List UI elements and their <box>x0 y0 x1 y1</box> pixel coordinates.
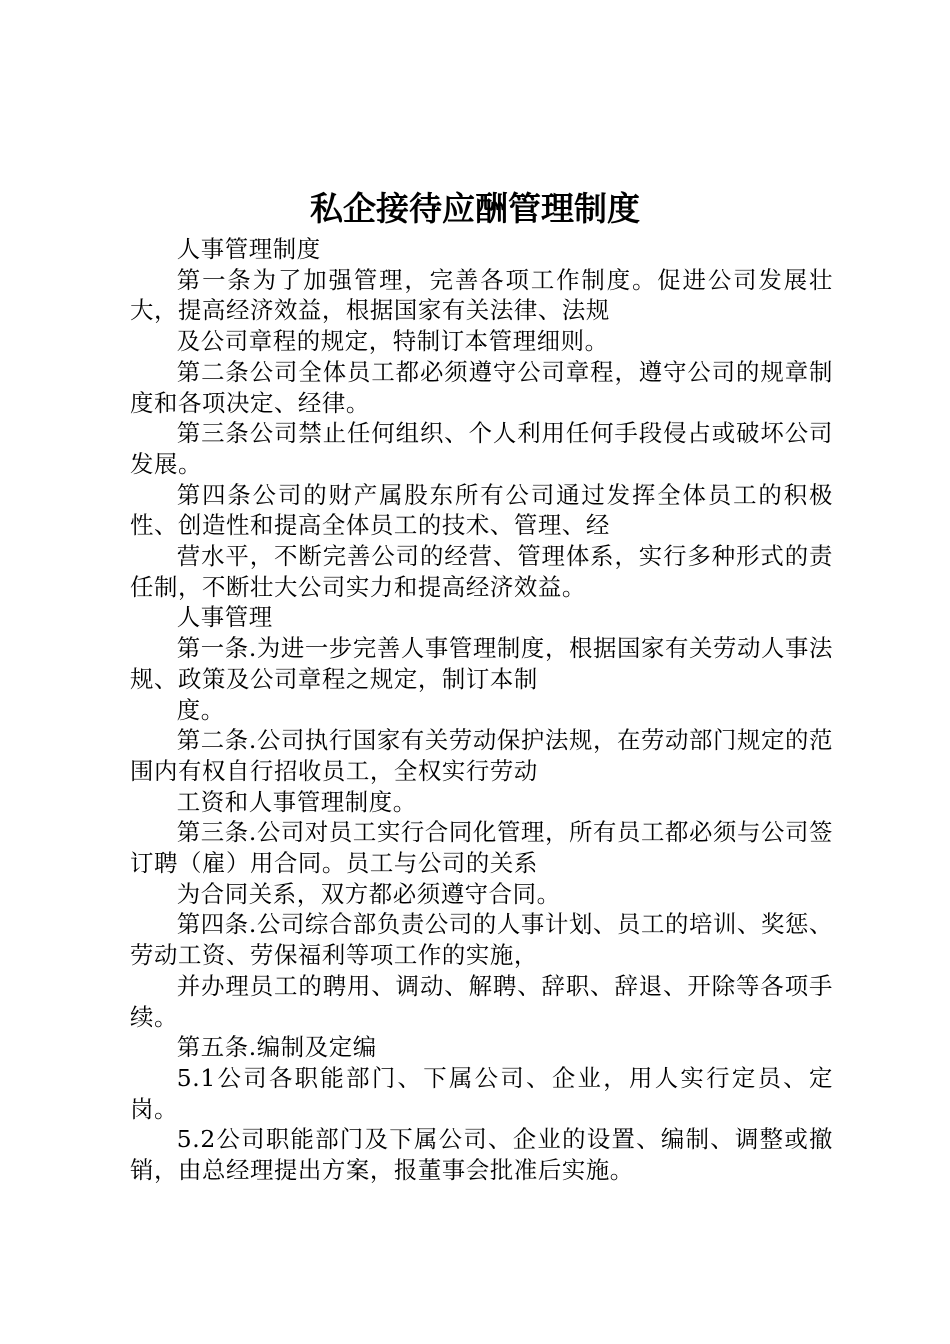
paragraph: 5.1公司各职能部门、下属公司、企业，用人实行定员、定岗。 <box>130 1063 833 1123</box>
paragraph: 人事管理 <box>176 603 273 632</box>
paragraph: 第二条公司全体员工都必须遵守公司章程，遵守公司的规章制度和各项决定、经律。 <box>130 357 833 417</box>
paragraph: 为合同关系，双方都必须遵守合同。 <box>176 879 561 908</box>
paragraph: 第三条公司禁止任何组织、个人利用任何手段侵占或破坏公司发展。 <box>130 419 833 478</box>
paragraph: 5.2公司职能部门及下属公司、企业的设置、编制、调整或撤销，由总经理提出方案，报董事会批准后实施。 <box>130 1125 833 1185</box>
paragraph: 第三条.公司对员工实行合同化管理，所有员工都必须与公司签订聘（雇）用合同。员工与公司的关系 <box>130 818 833 878</box>
document-title: 私企接待应酬管理制度 <box>310 189 640 228</box>
paragraph: 营水平，不断完善公司的经营、管理体系，实行多种形式的责任制，不断壮大公司实力和提高经济效益。 <box>130 542 833 601</box>
document-body <box>130 234 833 1186</box>
paragraph: 及公司章程的规定，特制订本管理细则。 <box>176 327 609 356</box>
paragraph: 人事管理制度 <box>176 235 321 263</box>
paragraph: 第二条.公司执行国家有关劳动保护法规，在劳动部门规定的范围内有权自行招收员工，全权实行劳动 <box>130 726 833 785</box>
paragraph: 并办理员工的聘用、调动、解聘、辞职、辞退、开除等各项手续。 <box>130 971 833 1031</box>
paragraph: 度。 <box>176 695 225 724</box>
paragraph: 第四条公司的财产属股东所有公司通过发挥全体员工的积极性、创造性和提高全体员工的技术、管理、经 <box>130 480 833 540</box>
paragraph: 第一条为了加强管理，完善各项工作制度。促进公司发展壮大，提高经济效益，根据国家有关法律、法规 <box>130 265 833 325</box>
paragraph: 第五条.编制及定编 <box>176 1033 377 1062</box>
paragraph: 工资和人事管理制度。 <box>176 787 417 816</box>
paragraph: 第一条.为进一步完善人事管理制度，根据国家有关劳动人事法规、政策及公司章程之规定，制订本制 <box>130 634 833 693</box>
paragraph: 第四条.公司综合部负责公司的人事计划、员工的培训、奖惩、劳动工资、劳保福利等项工作的实施， <box>130 910 833 970</box>
